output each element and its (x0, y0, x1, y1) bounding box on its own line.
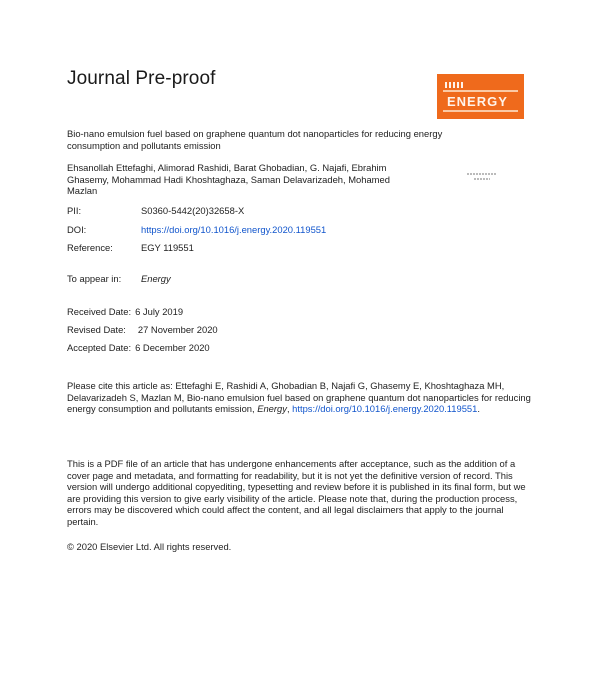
author-list: Ehsanollah Ettefaghi, Alimorad Rashidi, Barat Ghobadian, G. Najafi, Ebrahim Ghasemy, Mohammad Hadi Khoshtaghaza, Saman Delavarizadeh, Mohamed Mazlan (67, 162, 390, 196)
citation-end: . (477, 403, 480, 414)
citation-text: Please cite this article as: Ettefaghi E, Rashidi A, Ghobadian B, Najafi G, Ghasemy E, Khoshtaghaza MH, Delavarizadeh S, Mazlan M, Bio-nano emulsion fuel based on graphene quantum dot nanoparticles for reducing energy consumption and pollutants emission, (67, 380, 531, 414)
doi-label: DOI: (67, 224, 87, 235)
cover-rule (443, 110, 518, 112)
journal-cover-image (437, 74, 524, 119)
cover-masthead: ENERGY (447, 94, 508, 109)
accepted-date-row (67, 342, 210, 353)
citation-journal: Energy (257, 403, 287, 414)
reference-label: Reference: (67, 242, 113, 253)
journal-title: Journal Pre-proof (67, 68, 216, 89)
copyright-notice: © 2020 Elsevier Ltd. All rights reserved. (67, 541, 232, 552)
accepted-date-value: 6 December 2020 (135, 342, 210, 353)
appear-in-journal: Energy (141, 273, 171, 284)
cover-rule (443, 90, 518, 92)
revised-date-label: Revised Date: (67, 324, 126, 335)
article-title: Bio-nano emulsion fuel based on graphene quantum dot nanoparticles for reducing energy consumption and pollutants emission (67, 128, 443, 151)
reference-value: EGY 119551 (141, 242, 194, 253)
revised-date-row (67, 324, 218, 335)
revised-date-value: 27 November 2020 (137, 324, 218, 335)
received-date-row (67, 306, 183, 317)
citation-separator: , (286, 403, 293, 414)
received-date-value: 6 July 2019 (135, 306, 184, 317)
cover-caption-line (474, 178, 490, 180)
appear-in-row (67, 273, 171, 284)
pii-row (67, 205, 244, 216)
accepted-date-label: Accepted Date: (67, 342, 132, 353)
cover-caption-line (467, 173, 497, 175)
pii-value: S0360-5442(20)32658-X (141, 205, 245, 216)
appear-in-label: To appear in: (67, 273, 122, 284)
citation-paragraph (67, 380, 537, 415)
received-date-label: Received Date: (67, 306, 132, 317)
pii-label: PII: (67, 205, 82, 216)
pre-proof-notice: This is a PDF file of an article that has undergone enhancements after acceptance, such as the addition of a cover page and metadata, and formatting for readability, but it is not yet the definitive version of record. This version will undergo additional copyediting, typesetting and review before it is published in its final form, but we are providing this version to give early visibility of the article. Please note that, during the production process, errors may be discovered which could affect the content, and all legal disclaimers that apply to the journal pertain. (67, 458, 526, 527)
doi-link[interactable]: https://doi.org/10.1016/j.energy.2020.119551 (141, 224, 327, 235)
doi-row (67, 224, 326, 235)
citation-doi-link[interactable]: https://doi.org/10.1016/j.energy.2020.119551 (292, 403, 478, 414)
reference-row (67, 242, 194, 253)
cover-logo-dots (445, 82, 465, 88)
